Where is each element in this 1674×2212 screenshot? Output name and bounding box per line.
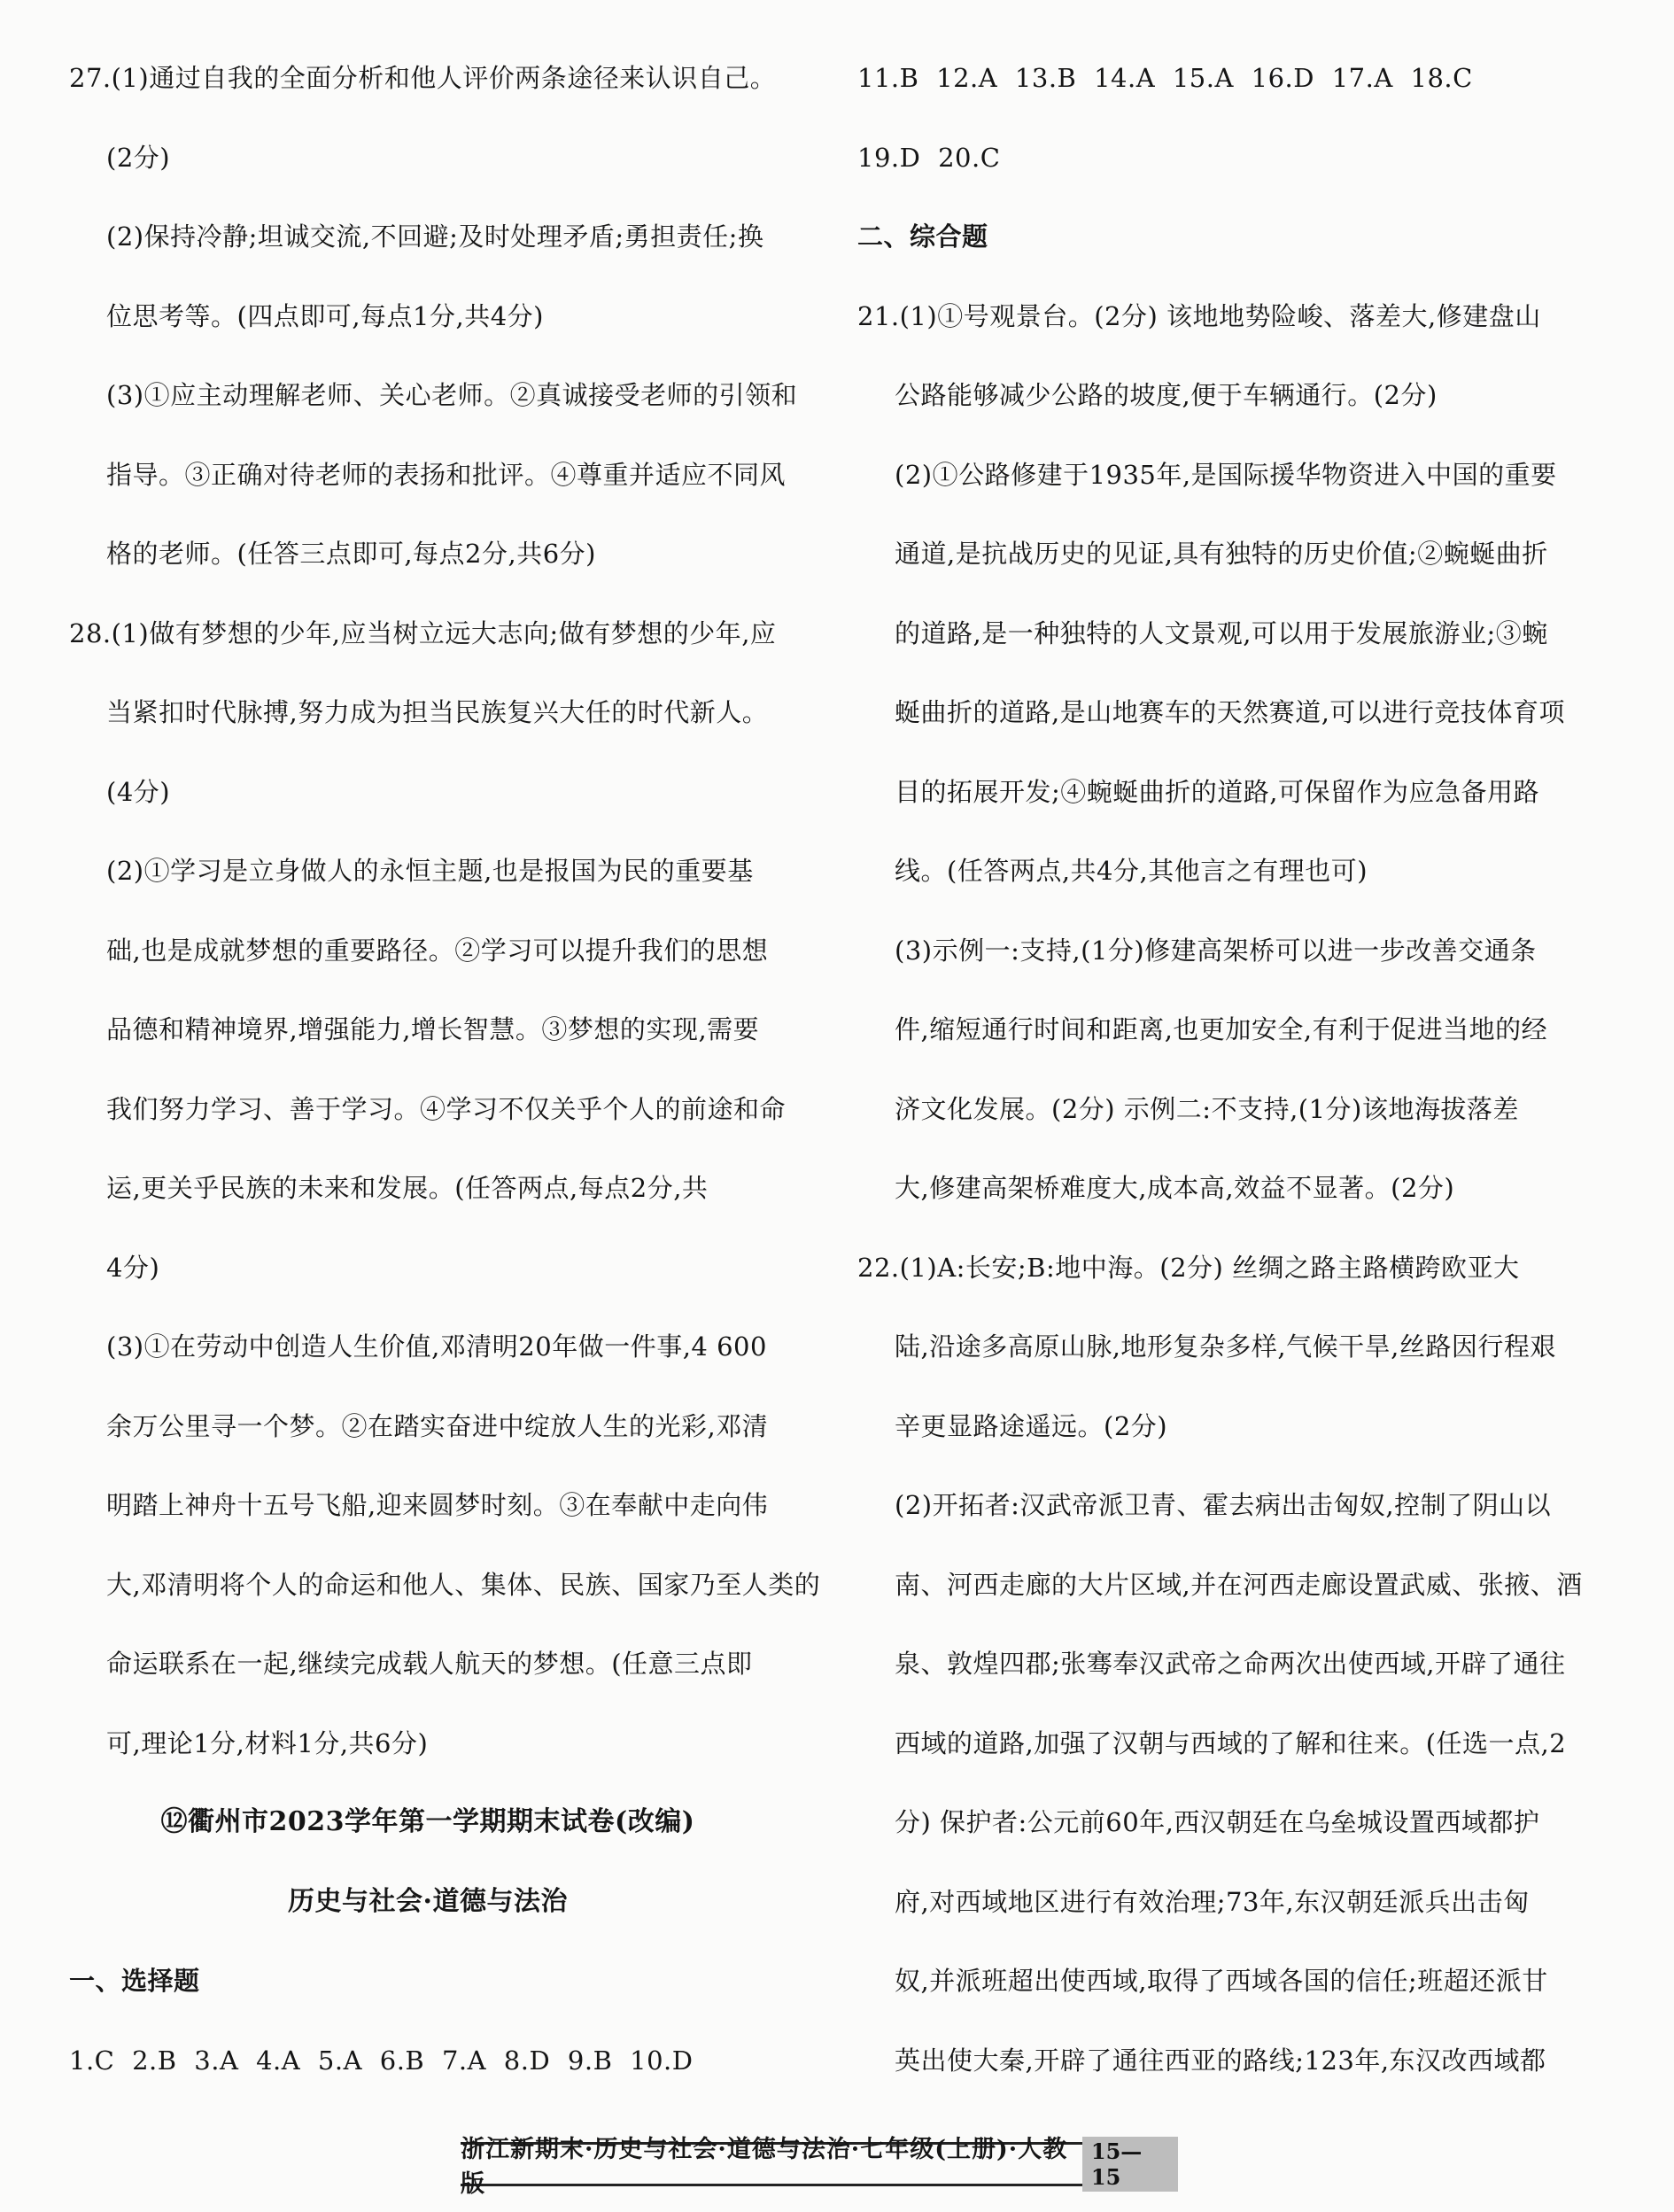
text-line: 英出使大秦,开辟了通往西亚的路线;123年,东汉改西域都	[895, 2045, 1546, 2076]
text-line: 明踏上神舟十五号飞船,迎来圆梦时刻。③在奉献中走向伟	[106, 1490, 769, 1520]
text-line: 蜒曲折的道路,是山地赛车的天然赛道,可以进行竞技体育项	[895, 697, 1565, 727]
section-heading: 一、选择题	[69, 1966, 200, 1996]
text-line: (4分)	[106, 776, 171, 807]
text-line: (2)保持冷静;坦诚交流,不回避;及时处理矛盾;勇担责任;换	[106, 221, 764, 252]
text-line: 的道路,是一种独特的人文景观,可以用于发展旅游业;③蜿	[895, 617, 1548, 648]
text-line: (2)①学习是立身做人的永恒主题,也是报国为民的重要基	[106, 856, 754, 886]
mcq-answers: 1.C 2.B 3.A 4.A 5.A 6.B 7.A 8.D 9.B 10.D	[69, 2045, 694, 2076]
text-line: (3)①应主动理解老师、关心老师。②真诚接受老师的引领和	[106, 380, 798, 410]
text-line: 大,邓清明将个人的命运和他人、集体、民族、国家乃至人类的	[106, 1569, 821, 1600]
text-line: 陆,沿途多高原山脉,地形复杂多样,气候干旱,丝路因行程艰	[895, 1331, 1556, 1362]
text-line: 南、河西走廊的大片区域,并在河西走廊设置武威、张掖、酒	[895, 1569, 1583, 1600]
mcq-answers: 19.D 20.C	[857, 142, 1001, 173]
text-line: (2分)	[106, 142, 171, 173]
text-line: 28.(1)做有梦想的少年,应当树立远大志向;做有梦想的少年,应	[69, 617, 777, 648]
text-line: 当紧扣时代脉搏,努力成为担当民族复兴大任的时代新人。	[106, 697, 769, 727]
text-line: 线。(任答两点,共4分,其他言之有理也可)	[895, 856, 1368, 886]
text-line: 4分)	[106, 1252, 160, 1283]
text-line: (2)开拓者:汉武帝派卫青、霍去病出击匈奴,控制了阴山以	[895, 1490, 1552, 1520]
text-line: (2)①公路修建于1935年,是国际援华物资进入中国的重要	[895, 459, 1557, 490]
text-line: 济文化发展。(2分) 示例二:不支持,(1分)该地海拔落差	[895, 1093, 1519, 1124]
footer-title: 浙江新期末·历史与社会·道德与法治·七年级(上册)·人教版	[461, 2136, 1068, 2198]
text-line: 品德和精神境界,增强能力,增长智慧。③梦想的实现,需要	[106, 1014, 760, 1044]
subject-title: 历史与社会·道德与法治	[288, 1885, 568, 1917]
text-line: 运,更关乎民族的未来和发展。(任答两点,每点2分,共	[106, 1173, 709, 1203]
left-column	[69, 55, 821, 2116]
text-line: 奴,并派班超出使西域,取得了西域各国的信任;班超还派甘	[895, 1966, 1548, 1996]
text-line: 21.(1)①号观景台。(2分) 该地地势险峻、落差大,修建盘山	[857, 300, 1541, 331]
text-line: 可,理论1分,材料1分,共6分)	[106, 1727, 429, 1758]
page-footer	[461, 2136, 1178, 2198]
text-line: 格的老师。(任答三点即可,每点2分,共6分)	[106, 539, 596, 569]
text-line: 公路能够减少公路的坡度,便于车辆通行。(2分)	[895, 380, 1438, 410]
page-number: 15—15	[1082, 2137, 1178, 2192]
section-heading: 二、综合题	[857, 221, 988, 252]
text-line: 22.(1)A:长安;B:地中海。(2分) 丝绸之路主路横跨欧亚大	[857, 1252, 1520, 1283]
text-line: 通道,是抗战历史的见证,具有独特的历史价值;②蜿蜒曲折	[895, 539, 1548, 569]
text-line: 指导。③正确对待老师的表扬和批评。④尊重并适应不同风	[106, 459, 787, 490]
text-line: 础,也是成就梦想的重要路径。②学习可以提升我们的思想	[106, 935, 769, 966]
exam-title: ⑫衢州市2023学年第一学期期末试卷(改编)	[160, 1806, 695, 1837]
text-line: 余万公里寻一个梦。②在踏实奋进中绽放人生的光彩,邓清	[106, 1410, 769, 1441]
text-line: 大,修建高架桥难度大,成本高,效益不显著。(2分)	[895, 1173, 1455, 1203]
text-line: (3)示例一:支持,(1分)修建高架桥可以进一步改善交通条	[895, 935, 1537, 966]
text-line: 辛更显路途遥远。(2分)	[895, 1410, 1168, 1441]
mcq-answers: 11.B 12.A 13.B 14.A 15.A 16.D 17.A 18.C	[857, 63, 1473, 93]
text-line: 我们努力学习、善于学习。④学习不仅关乎个人的前途和命	[106, 1093, 787, 1124]
text-line: 27.(1)通过自我的全面分析和他人评价两条途径来认识自己。	[69, 63, 777, 93]
right-column	[857, 55, 1583, 2116]
text-line: 泉、敦煌四郡;张骞奉汉武帝之命两次出使西域,开辟了通往	[895, 1649, 1566, 1679]
text-line: (3)①在劳动中创造人生价值,邓清明20年做一件事,4 600	[106, 1331, 767, 1362]
text-line: 分) 保护者:公元前60年,西汉朝廷在乌垒城设置西域都护	[895, 1807, 1540, 1837]
text-line: 西域的道路,加强了汉朝与西域的了解和往来。(任选一点,2	[895, 1727, 1567, 1758]
text-line: 府,对西域地区进行有效治理;73年,东汉朝廷派兵出击匈	[895, 1886, 1530, 1917]
text-line: 位思考等。(四点即可,每点1分,共4分)	[106, 300, 544, 331]
text-line: 件,缩短通行时间和距离,也更加安全,有利于促进当地的经	[895, 1014, 1548, 1044]
text-line: 目的拓展开发;④蜿蜒曲折的道路,可保留作为应急备用路	[895, 776, 1539, 807]
text-line: 命运联系在一起,继续完成载人航天的梦想。(任意三点即	[106, 1649, 753, 1679]
